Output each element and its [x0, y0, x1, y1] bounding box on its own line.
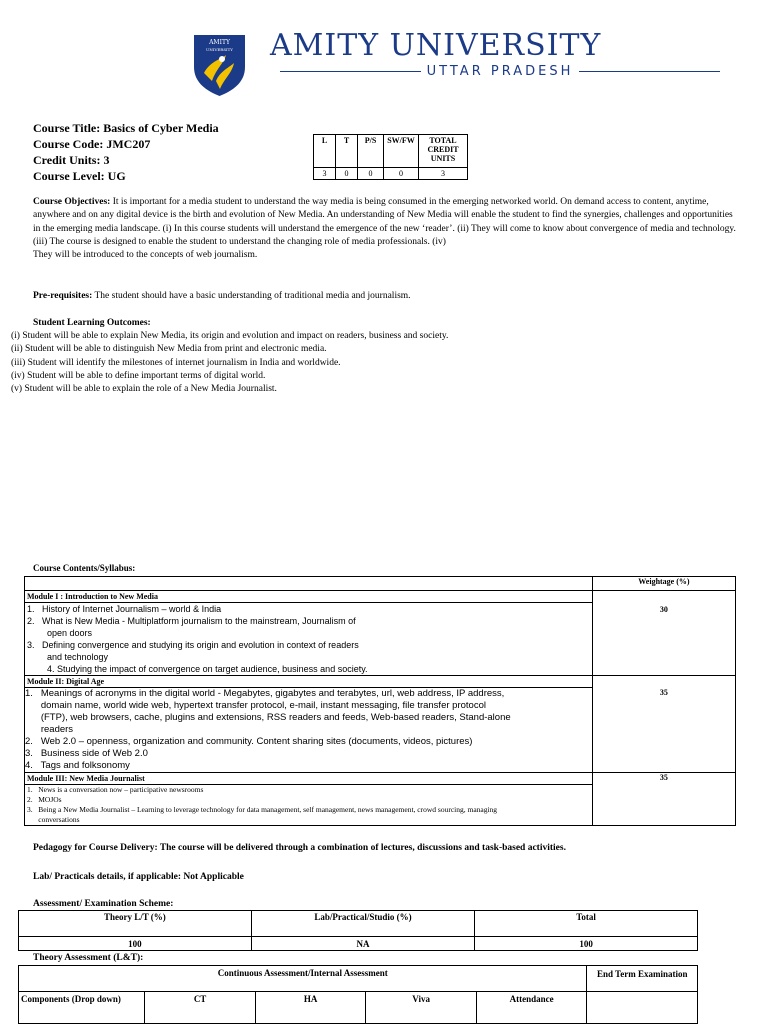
- module-heading: Module I : Introduction to New Media: [27, 592, 158, 601]
- slo-title: Student Learning Outcomes:: [33, 318, 151, 328]
- module-3: [25, 773, 593, 785]
- continuous-assessment-header: Continuous Assessment/Internal Assessment: [19, 966, 587, 992]
- syllabus-title: Course Contents/Syllabus:: [33, 563, 136, 573]
- assessment-header: Lab/Practical/Studio (%): [251, 911, 474, 937]
- list-item: (v) Student will be able to explain the role of a New Media Journalist.: [11, 384, 277, 395]
- credit-value: 3: [314, 168, 336, 180]
- credit-header: TOTAL CREDIT UNITS: [419, 135, 468, 168]
- objectives-line3: They will be introduced to the concepts of web journalism.: [33, 250, 258, 261]
- credit-header: T: [336, 135, 358, 168]
- assessment-value: 100: [19, 937, 252, 951]
- credit-value: 3: [419, 168, 468, 180]
- prerequisites: [33, 290, 738, 303]
- credit-value: 0: [384, 168, 419, 180]
- credit-table: [313, 134, 468, 180]
- course-title: Course Title: Basics of Cyber Media: [33, 121, 219, 135]
- assessment-table: [18, 910, 698, 951]
- credit-units: Credit Units: 3: [33, 153, 110, 167]
- module-heading: Module III: New Media Journalist: [27, 774, 145, 783]
- university-location: UTTAR PRADESH: [280, 64, 720, 79]
- module-weight: 35: [592, 676, 735, 773]
- slo-list: [11, 330, 448, 396]
- prerequisites-text: The student should have a basic understanding of traditional media and journalism.: [92, 291, 411, 301]
- component-col: Viva: [366, 992, 477, 1024]
- syllabus-table: [24, 576, 736, 826]
- end-term-header: End Term Examination: [587, 966, 698, 992]
- credit-value: 0: [336, 168, 358, 180]
- assessment-header: Theory L/T (%): [19, 911, 252, 937]
- logo-text: AMITY: [209, 39, 230, 46]
- assessment-value: 100: [475, 937, 698, 951]
- module-1: [25, 591, 593, 603]
- objectives-text: It is important for a media student to understand the way media is being consumed in the emerging networked world. On demand access to content, anytime, anywhere and on any digital device is the birth and evolution of New Media. An understanding of New Media will enable the student to find the synergies, challenges and opportunities in the emerging media landscape. (i) In this course students will understand the emergence of the new ‘reader’. (ii) They will come to know about convergence of media and technology.: [33, 197, 736, 234]
- list-item: (iii) Student will identify the milestones of internet journalism in India and worldwide.: [11, 357, 341, 368]
- component-col: Attendance: [476, 992, 587, 1024]
- component-col: HA: [255, 992, 366, 1024]
- module-items: 1. History of Internet Journalism – world & India 2. What is New Media - Multiplatform journalism to the mainstream, Journalism of open doors 3. Defining convergence and studying its origin and evolution in context of readers and technology 4. Studying the impact of convergence on target audience, business and society.: [25, 603, 593, 676]
- assessment-value: NA: [251, 937, 474, 951]
- assessment-title: Assessment/ Examination Scheme:: [33, 899, 174, 909]
- credit-header: SW/FW: [384, 135, 419, 168]
- course-code: Course Code: JMC207: [33, 137, 151, 151]
- course-level: Course Level: UG: [33, 169, 126, 183]
- module-items: 1. Meanings of acronyms in the digital world - Megabytes, gigabytes and terabytes, url, web address, IP address, domain name, world wide web, hypertext transfer protocol, e-mail, instant messaging, file transfer protocol (FTP), web browsers, cache, plugins and extensions, RSS readers and feeds, Web-based readers, Stand-alone readers 2. Web 2.0 – openness, organization and community. Content sharing sites (documents, videos, pictures) 3. Business side of Web 2.0 4. Tags and folksonomy: [25, 688, 593, 773]
- module-weight: 35: [592, 773, 735, 826]
- list-item: (ii) Student will be able to distinguish New Media from print and electronic media.: [11, 344, 327, 355]
- objectives-line2: (iii) The course is designed to enable the student to understand the changing role of media professionals. (iv): [33, 236, 446, 247]
- module-heading: Module II: Digital Age: [27, 677, 105, 686]
- list-item: (iv) Student will be able to define important terms of digital world.: [11, 370, 266, 381]
- svg-text:UNIVERSITY: UNIVERSITY: [206, 47, 233, 52]
- amity-logo: [192, 33, 247, 97]
- credit-value: 0: [358, 168, 384, 180]
- weightage-header: Weightage (%): [592, 577, 735, 591]
- component-col: CT: [145, 992, 256, 1024]
- assessment-header: Total: [475, 911, 698, 937]
- theory-assessment-table: [18, 965, 698, 1024]
- credit-header: P/S: [358, 135, 384, 168]
- objectives-label: Course Objectives:: [33, 197, 111, 207]
- module-2: [25, 676, 593, 688]
- course-meta: [33, 120, 219, 184]
- theory-assessment-title: Theory Assessment (L&T):: [33, 953, 144, 963]
- credit-header: L: [314, 135, 336, 168]
- course-objectives: [33, 196, 738, 262]
- university-name: AMITY UNIVERSITY: [270, 28, 602, 63]
- pedagogy: Pedagogy for Course Delivery: The course will be delivered through a combination of lectures, discussions and task-based activities.: [33, 843, 566, 853]
- prerequisites-label: Pre-requisites:: [33, 291, 93, 301]
- components-label: Components (Drop down): [19, 992, 145, 1024]
- list-item: (i) Student will be able to explain New Media, its origin and evolution and impact on readers, business and society.: [11, 331, 449, 341]
- module-weight: 30: [592, 591, 735, 676]
- lab-details: Lab/ Practicals details, if applicable: Not Applicable: [33, 872, 244, 882]
- module-items: 1. News is a conversation now – participative newsrooms 2. MOJOs 3. Being a New Media Journalist – Learning to leverage technology for data management, self management, news management, crowd sourcing, managing conversations: [25, 785, 593, 826]
